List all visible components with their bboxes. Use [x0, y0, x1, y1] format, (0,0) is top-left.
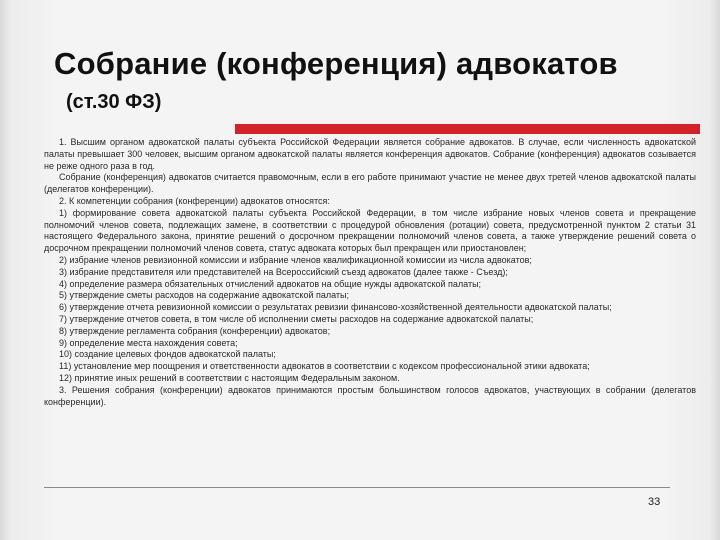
list-item: 3) избрание представителя или представителей на Всероссийский съезд адвокатов (далее также - Съезд); [59, 266, 508, 277]
list-item: 2) избрание членов ревизионной комиссии и избрание членов квалификационной комиссии из числа адвокатов; [59, 254, 532, 265]
slide-title: Собрание (конференция) адвокатов [54, 46, 618, 81]
list-item: 12) принятие иных решений в соответствии с настоящим Федеральным законом. [59, 372, 400, 383]
paragraph: Собрание (конференция) адвокатов считается правомочным, если в его работе принимают участие не менее двух третей членов адвокатской палаты (делегатов конференции). [44, 172, 696, 195]
list-item: 10) создание целевых фондов адвокатской палаты; [59, 349, 276, 360]
footer-divider [44, 487, 670, 488]
list-item: 7) утверждение отчетов совета, в том числе об исполнении сметы расходов на содержание адвокатской палаты; [59, 313, 534, 324]
body-text [44, 137, 696, 408]
list-item: 8) утверждение регламента собрания (конференции) адвокатов; [59, 325, 331, 336]
accent-bar [235, 124, 700, 134]
list-item: 5) утверждение сметы расходов на содержание адвокатской палаты; [59, 290, 350, 301]
list-item: 9) определение места нахождения совета; [59, 337, 238, 348]
slide-subtitle: (ст.30 ФЗ) [66, 91, 162, 113]
list-item: 6) утверждение отчета ревизионной комиссии о результатах ревизии финансово-хозяйственной деятельности адвокатской палаты; [59, 302, 612, 313]
paragraph: 3. Решения собрания (конференции) адвокатов принимаются простым большинством голосов адвокатов, участвующих в собрании (делегатов конференции). [44, 384, 696, 407]
list-item: 1) формирование совета адвокатской палаты субъекта Российской Федерации, в том числе избрание новых членов совета и прекращение полномочий членов совета, подлежащих замене, в соответствии с процедурой обновления (ротации) совета, предусмотренной пунктом 2 статьи 31 настоящего Федерального закона, принятие решений о досрочном прекращении полномочий членов совета, а также утверждение решений совета о досрочном прекращении полномочий членов совета, статус адвоката которых был прекращен или приостановлен; [44, 207, 696, 254]
paragraph: 1. Высшим органом адвокатской палаты субъекта Российской Федерации является собрание адвокатов. В случае, если численность адвокатской палаты превышает 300 человек, высшим органом адвокатской палаты является конференция адвокатов. Собрание (конференция) адвокатов созывается не реже одного раза в год. [44, 137, 696, 171]
list-item: 11) установление мер поощрения и ответственности адвокатов в соответствии с кодексом профессиональной этики адвоката; [59, 361, 590, 372]
list-item: 4) определение размера обязательных отчислений адвокатов на общие нужды адвокатской палаты; [59, 278, 482, 289]
page-number: 33 [648, 496, 661, 508]
paragraph: 2. К компетенции собрания (конференции) адвокатов относятся: [59, 195, 330, 206]
